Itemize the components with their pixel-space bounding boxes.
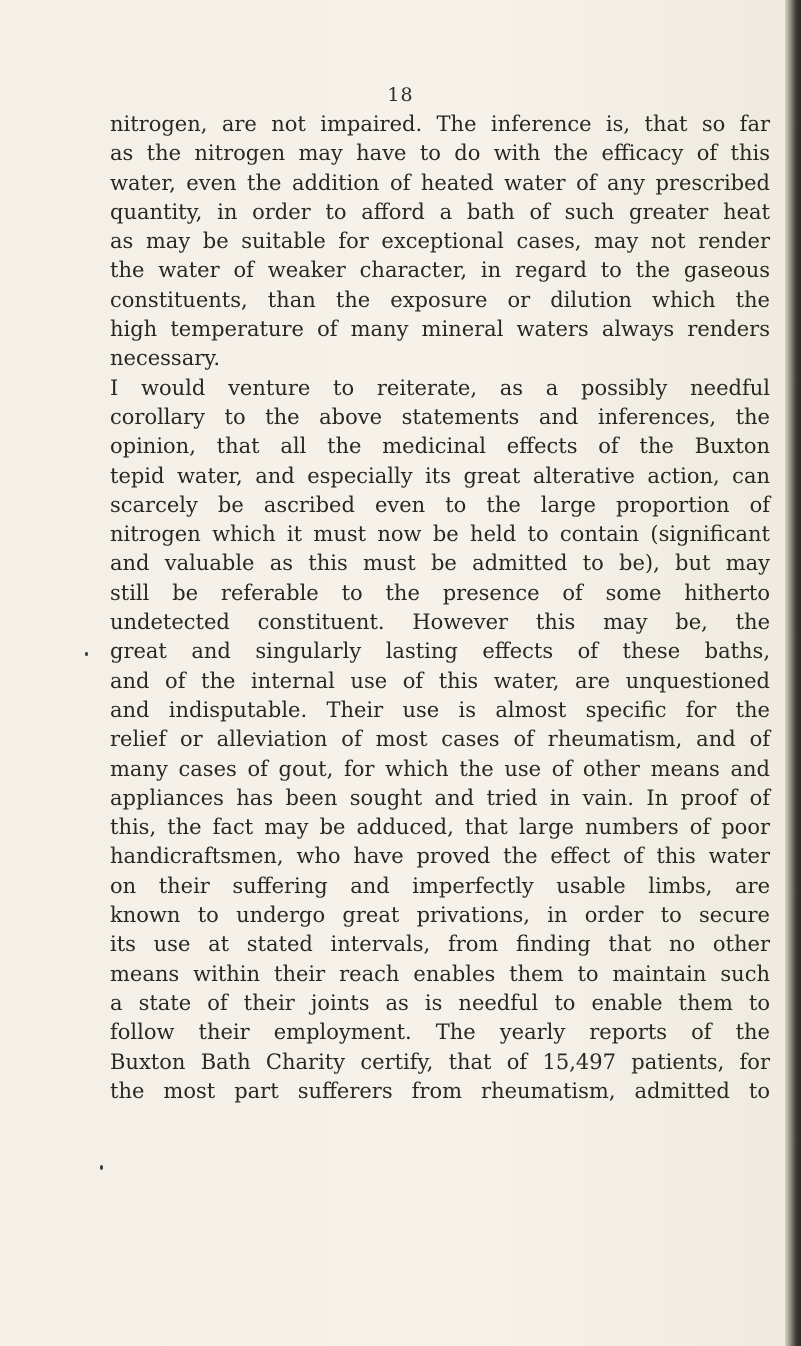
- text-line: many cases of gout, for which the use of other means and: [110, 756, 770, 781]
- text-line: nitrogen which it must now be held to contain (significant: [110, 522, 770, 547]
- text-line: and valuable as this must be admitted to be), but may: [110, 551, 770, 576]
- text-line: appliances has been sought and tried in vain. In proof of: [110, 785, 770, 810]
- text-line: nitrogen, are not impaired. The inference is, that so far: [110, 112, 770, 136]
- text-line: the most part sufferers from rheumatism, admitted to: [110, 1078, 770, 1103]
- text-line: and of the internal use of this water, are unquestioned: [110, 668, 770, 693]
- text-line: corollary to the above statements and inferences, the: [110, 404, 770, 429]
- text-line: high temperature of many mineral waters always renders: [110, 317, 770, 342]
- text-line: still be referable to the presence of some hitherto: [110, 580, 770, 605]
- text-line: constituents, than the exposure or dilution which the: [110, 287, 770, 312]
- text-line: follow their employment. The yearly reports of the: [110, 1020, 770, 1045]
- text-line: handicraftsmen, who have proved the effect of this water: [110, 844, 770, 869]
- text-line: as may be suitable for exceptional cases, may not render: [110, 229, 770, 254]
- text-line: its use at stated intervals, from finding that no other: [110, 932, 770, 957]
- text-line: means within their reach enables them to maintain such: [110, 961, 770, 986]
- text-line: on their suffering and imperfectly usable limbs, are: [110, 873, 770, 898]
- text-line: tepid water, and especially its great alterative action, can: [110, 463, 770, 488]
- page-edge-shadow: [785, 0, 801, 1346]
- text-line: the water of weaker character, in regard to the gaseous: [110, 258, 770, 283]
- text-line: as the nitrogen may have to do with the efficacy of this: [110, 141, 770, 166]
- text-line: a state of their joints as is needful to enable them to: [110, 990, 770, 1015]
- text-line: I would venture to reiterate, as a possibly needful: [110, 375, 770, 400]
- text-line: water, even the addition of heated water of any prescribed: [110, 170, 770, 195]
- text-line: and indisputable. Their use is almost specific for the: [110, 697, 770, 722]
- text-line: undetected constituent. However this may be, the: [110, 610, 770, 635]
- text-line: relief or alleviation of most cases of rheumatism, and of: [110, 727, 770, 752]
- text-line: this, the fact may be adduced, that large numbers of poor: [110, 815, 770, 840]
- text-line: opinion, that all the medicinal effects of the Buxton: [110, 434, 770, 459]
- text-line: quantity, in order to afford a bath of such greater heat: [110, 199, 770, 224]
- ink-speck: [85, 652, 88, 656]
- text-line: scarcely be ascribed even to the large proportion of: [110, 492, 770, 517]
- body-text: [110, 110, 770, 1106]
- page-number: 18: [387, 84, 414, 106]
- text-line: Buxton Bath Charity certify, that of 15,497 patients, for: [110, 1049, 770, 1074]
- text-line: great and singularly lasting effects of these baths,: [110, 639, 770, 664]
- text-line: necessary.: [110, 346, 221, 371]
- text-line: known to undergo great privations, in order to secure: [110, 903, 770, 928]
- ink-speck: [100, 1165, 103, 1170]
